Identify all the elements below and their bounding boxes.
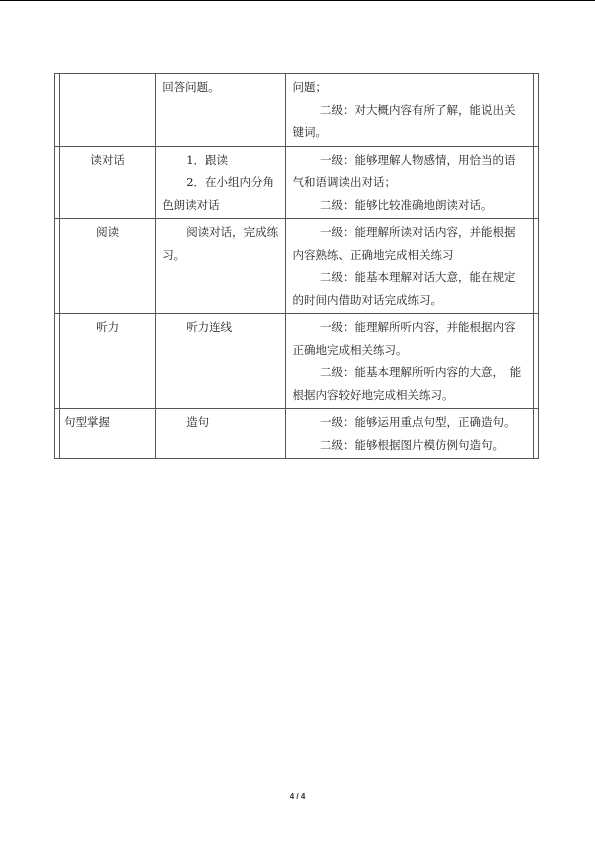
activity-line: 2．在小组内分角色朗读对话	[162, 175, 275, 212]
level-cell	[286, 409, 534, 459]
level-cell	[286, 74, 534, 147]
level-line: 一级：能理解所听内容，并能根据内容正确地完成相关练习。	[292, 320, 516, 357]
table-row	[55, 314, 539, 409]
level-line: 一级：能理解所读对话内容，并能根据内容熟练、正确地完成相关练习	[292, 225, 516, 262]
activity-line: 听力连线	[186, 320, 233, 334]
page-number: 4 / 4	[289, 792, 306, 801]
activity-cell	[156, 314, 286, 409]
level-cell	[286, 219, 534, 314]
level-line: 二级：对大概内容有所了解，能说出关键词。	[292, 102, 516, 139]
level-line: 一级：能够运用重点句型，正确造句。	[320, 415, 516, 429]
evaluation-table	[54, 73, 539, 459]
right-edge-cell	[533, 74, 538, 147]
activity-cell	[156, 146, 286, 219]
level-line: 问题；	[292, 80, 327, 94]
header-rule	[0, 0, 595, 1]
right-edge-cell	[533, 219, 538, 314]
activity-cell	[156, 409, 286, 459]
table-row	[55, 409, 539, 459]
topic-cell: 句型掌握	[60, 409, 156, 459]
level-cell	[286, 146, 534, 219]
level-line: 二级：能够比较准确地朗读对话。	[320, 197, 493, 212]
level-cell	[286, 314, 534, 409]
activity-cell	[156, 74, 286, 147]
activity-cell	[156, 219, 286, 314]
topic-cell	[60, 74, 156, 147]
activity-line: 回答问题。	[162, 80, 220, 94]
activity-line: 1．跟读	[186, 152, 229, 167]
topic-cell: 阅读	[60, 219, 156, 314]
activity-line: 阅读对话，完成练习。	[162, 225, 279, 262]
activity-line: 造句	[186, 415, 210, 429]
level-line: 二级：能够根据图片模仿例句造句。	[320, 437, 505, 452]
right-edge-cell	[533, 314, 538, 409]
level-line: 二级：能基本理解所听内容的大意， 能根据内容较好地完成相关练习。	[292, 365, 522, 402]
level-line: 二级：能基本理解对话大意，能在规定的时间内借助对话完成练习。	[292, 270, 516, 307]
right-edge-cell	[533, 409, 538, 459]
table-row	[55, 146, 539, 219]
level-line: 一级：能够理解人物感情，用恰当的语气和语调读出对话；	[292, 152, 516, 189]
table-row	[55, 74, 539, 147]
right-edge-cell	[533, 146, 538, 219]
table-row	[55, 219, 539, 314]
topic-cell: 听力	[60, 314, 156, 409]
topic-cell: 读对话	[60, 146, 156, 219]
